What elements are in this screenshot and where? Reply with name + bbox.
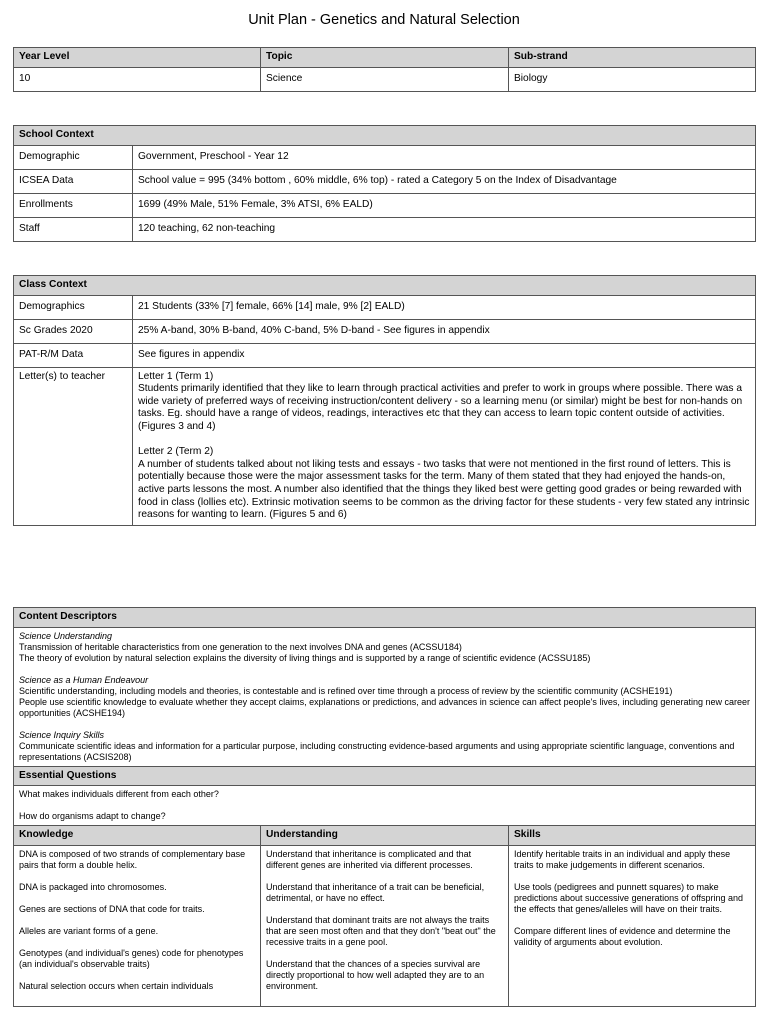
descriptor-line: Scientific understanding, including models and theories, is contestable and is refined over time through a process of review by the scientific community (ACSHE191) xyxy=(19,685,673,696)
row-value: 1699 (49% Male, 51% Female, 3% ATSI, 6% EALD) xyxy=(133,193,756,217)
descriptor-line: Transmission of heritable characteristics from one generation to the next involves DNA and genes (ACSSU184) xyxy=(19,641,462,652)
descriptor-group-title: Science Understanding xyxy=(19,630,113,641)
descriptor-group-title: Science as a Human Endeavour xyxy=(19,674,149,685)
essential-questions-cell xyxy=(14,786,756,826)
letter1-body: Students primarily identified that they like to learn through practical activities and prefer to work in groups where possible. There was a wide variety of preferred ways of receiving instruction/content delivery - so a learning menu (or similar) might be best for non-hands on tasks. Eg. should have a range of videos, readings, interactives etc that they can access to learn topic content outside of activities. (Figures 3 and 4) xyxy=(138,383,743,432)
letter1-title: Letter 1 (Term 1) xyxy=(138,370,214,382)
knowledge-item: Alleles are variant forms of a gene. xyxy=(19,925,159,936)
class-context-table xyxy=(13,275,756,526)
knowledge-cell xyxy=(14,845,261,1006)
knowledge-item: DNA is composed of two strands of complementary base pairs that form a double helix. xyxy=(19,848,246,870)
understanding-item: Understand that inheritance of a trait can be beneficial, detrimental, or have no effect. xyxy=(266,881,485,903)
descriptor-group xyxy=(19,631,750,664)
row-value: 21 Students (33% [7] female, 66% [14] male, 9% [2] EALD) xyxy=(133,295,756,319)
school-context-heading: School Context xyxy=(14,126,756,146)
content-descriptors-cell xyxy=(14,627,756,766)
year-level-value: 10 xyxy=(14,67,261,91)
descriptor-group xyxy=(19,675,750,719)
sub-strand-header: Sub-strand xyxy=(509,48,756,68)
understanding-cell xyxy=(261,845,509,1006)
skills-item: Use tools (pedigrees and punnett squares) to make predictions about successive generations of offspring and the effects that genes/alleles will have on their traits. xyxy=(514,881,743,914)
essential-questions-heading: Essential Questions xyxy=(14,766,756,786)
page-title: Unit Plan - Genetics and Natural Selection xyxy=(248,12,520,28)
row-label: PAT-R/M Data xyxy=(14,343,133,367)
letter2-body: A number of students talked about not liking tests and essays - two tasks that were not mentioned in the first round of letters. This is potentially because those were the major assessment tasks for the term. Many of them stated that they had enjoyed the hands-on, active parts lessons the most. A number also identified that the things they liked best were getting good grades or being rewarded with food in class (lollies etc). Extrinsic motivation seems to be common as the driving factor for these students - very few stated any intrinsic reasons for wanting to learn. (Figures 5 and 6) xyxy=(138,458,750,521)
overview-table xyxy=(13,47,756,92)
essential-question: How do organisms adapt to change? xyxy=(19,811,166,822)
letters-cell xyxy=(133,367,756,525)
skills-header: Skills xyxy=(509,826,756,846)
year-level-header: Year Level xyxy=(14,48,261,68)
row-label: Enrollments xyxy=(14,193,133,217)
letter2-title: Letter 2 (Term 2) xyxy=(138,446,214,458)
row-value: 120 teaching, 62 non-teaching xyxy=(133,217,756,241)
content-descriptors-heading: Content Descriptors xyxy=(14,608,756,628)
descriptor-line: The theory of evolution by natural selection explains the diversity of living things and is supported by a range of scientific evidence (ACSSU185) xyxy=(19,652,591,663)
topic-value: Science xyxy=(261,67,509,91)
knowledge-header: Knowledge xyxy=(14,826,261,846)
understanding-item: Understand that the chances of a species survival are directly proportional to how well adapted they are to an environment. xyxy=(266,958,485,991)
knowledge-item: DNA is packaged into chromosomes. xyxy=(19,881,167,892)
skills-item: Identify heritable traits in an individual and apply these traits to make judgements in different scenarios. xyxy=(514,848,731,870)
descriptor-line: Communicate scientific ideas and information for a particular purpose, including constructing evidence-based arguments and using appropriate scientific language, conventions and representations (ACSIS208) xyxy=(19,740,735,762)
skills-cell xyxy=(509,845,756,1006)
knowledge-item: Genes are sections of DNA that code for traits. xyxy=(19,903,205,914)
letters-label: Letter(s) to teacher xyxy=(14,367,133,525)
school-context-table xyxy=(13,125,756,242)
descriptor-line: People use scientific knowledge to evaluate whether they accept claims, explanations or predictions, and advances in science can affect people's lives, including generating new career opportunities (ACSHE194) xyxy=(19,696,750,718)
descriptor-group xyxy=(19,730,750,763)
class-context-heading: Class Context xyxy=(14,276,756,296)
row-value: Government, Preschool - Year 12 xyxy=(133,145,756,169)
curriculum-table xyxy=(13,607,756,1007)
row-label: Demographic xyxy=(14,145,133,169)
row-label: Staff xyxy=(14,217,133,241)
sub-strand-value: Biology xyxy=(509,67,756,91)
topic-header: Topic xyxy=(261,48,509,68)
understanding-item: Understand that dominant traits are not always the traits that are seen most often and that they don't "beat out" the recessive traits in a gene pool. xyxy=(266,914,496,947)
descriptor-group-title: Science Inquiry Skills xyxy=(19,729,105,740)
row-value: 25% A-band, 30% B-band, 40% C-band, 5% D-band - See figures in appendix xyxy=(133,319,756,343)
row-label: Demographics xyxy=(14,295,133,319)
row-label: ICSEA Data xyxy=(14,169,133,193)
row-value: See figures in appendix xyxy=(133,343,756,367)
row-value: School value = 995 (34% bottom , 60% middle, 6% top) - rated a Category 5 on the Index of Disadvantage xyxy=(133,169,756,193)
knowledge-item: Natural selection occurs when certain individuals xyxy=(19,980,214,991)
understanding-header: Understanding xyxy=(261,826,509,846)
row-label: Sc Grades 2020 xyxy=(14,319,133,343)
understanding-item: Understand that inheritance is complicated and that different genes are inherited via different processes. xyxy=(266,848,473,870)
essential-question: What makes individuals different from each other? xyxy=(19,789,219,800)
skills-item: Compare different lines of evidence and determine the validity of arguments about evolution. xyxy=(514,925,731,947)
knowledge-item: Genotypes (and individual's genes) code for phenotypes (an individual's observable traits) xyxy=(19,947,244,969)
